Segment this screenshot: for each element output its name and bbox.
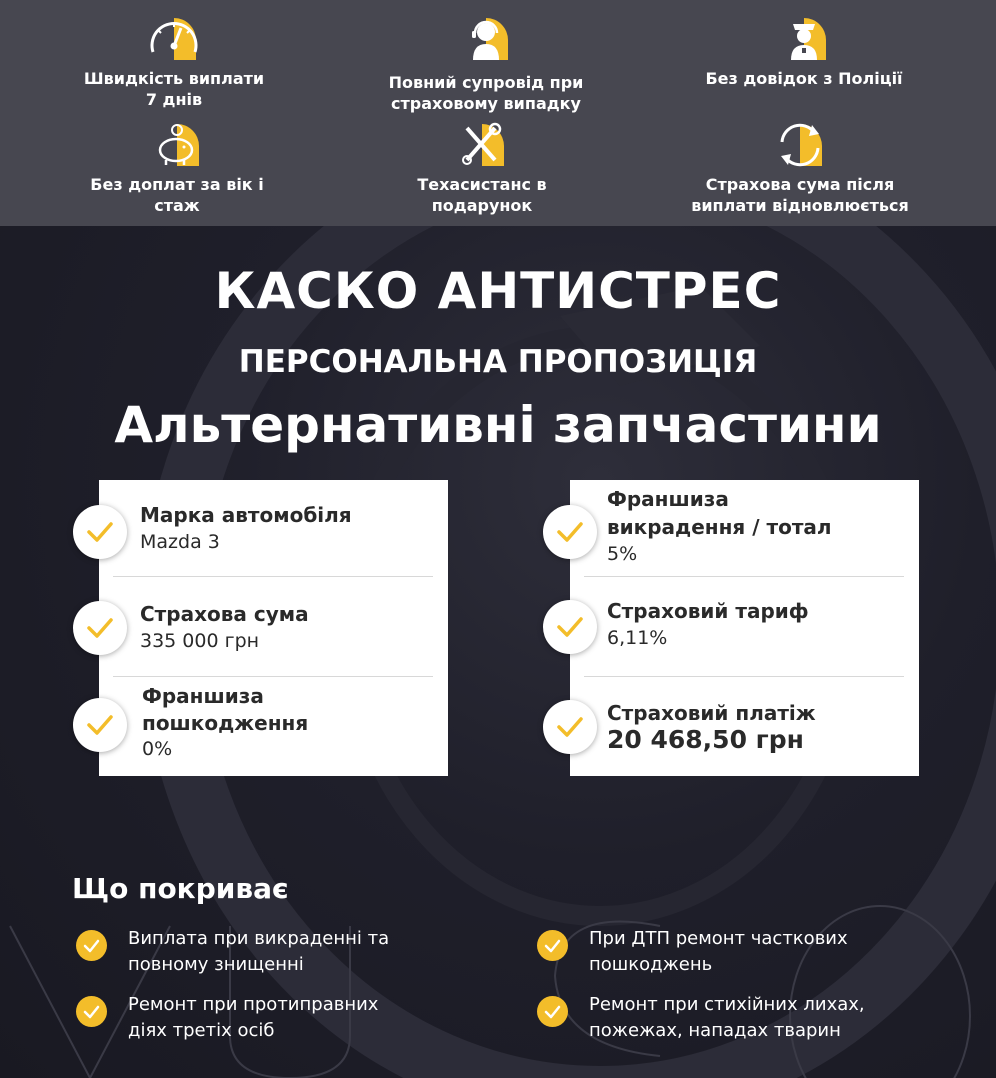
row-title: Страховий тариф <box>607 599 809 623</box>
check-icon <box>537 930 568 961</box>
row-title: пошкодження <box>142 711 309 735</box>
row-title: викрадення / тотал <box>607 515 832 539</box>
feature-label: подарунок <box>431 196 533 215</box>
row-car-brand <box>99 480 448 576</box>
police-officer-icon <box>771 14 837 62</box>
cover-text <box>128 926 476 978</box>
check-icon <box>543 600 597 654</box>
feature-label: Без довідок з Поліції <box>705 69 903 88</box>
row-value: 5% <box>607 543 638 565</box>
row-title: Страховий платіж <box>607 701 816 725</box>
cover-text <box>589 926 937 978</box>
feature-label: стаж <box>154 196 200 215</box>
check-icon <box>73 505 127 559</box>
feature-label: Техасистанс в <box>417 175 547 194</box>
offer-hero <box>0 226 996 1078</box>
feature-label: Страхова сума після <box>705 175 895 194</box>
row-insured-sum <box>99 577 448 676</box>
cover-item <box>537 992 937 1048</box>
speedometer-icon <box>141 14 207 62</box>
row-damage-deductible <box>99 677 448 776</box>
cover-text-line: діях третіх осіб <box>128 1020 275 1041</box>
row-value: 0% <box>142 738 173 760</box>
check-icon <box>537 996 568 1027</box>
row-insurance-payment <box>570 677 919 776</box>
check-icon <box>543 505 597 559</box>
cover-text-line: пошкоджень <box>589 954 713 975</box>
cover-text-line: повному знищенні <box>128 954 304 975</box>
feature-sum-restored <box>650 120 950 216</box>
row-value: 335 000 грн <box>140 630 260 652</box>
row-insurance-rate <box>570 577 919 676</box>
covers-heading: Що покриває <box>72 872 289 905</box>
offer-details-card-right <box>570 480 919 776</box>
check-icon <box>76 930 107 961</box>
feature-tech-assistance <box>332 120 632 216</box>
offer-title: КАСКО АНТИСТРЕС <box>214 262 782 320</box>
support-agent-icon <box>453 14 519 62</box>
refresh-icon <box>767 120 833 168</box>
payment-amount: 20 468,50 грн <box>607 725 804 754</box>
row-value: 6,11% <box>607 627 668 649</box>
cover-text-line: Ремонт при стихійних лихах, <box>589 994 865 1015</box>
offer-details-card-left <box>99 480 448 776</box>
row-value: Mazda 3 <box>140 531 220 553</box>
check-icon <box>543 700 597 754</box>
cover-text <box>589 992 937 1044</box>
cover-text-line: Виплата при викраденні та <box>128 928 390 949</box>
check-icon <box>73 601 127 655</box>
feature-no-age-surcharge <box>27 120 327 216</box>
feature-label: страховому випадку <box>391 94 581 113</box>
cover-text-line: пожежах, нападах тварин <box>589 1020 841 1041</box>
row-theft-deductible <box>570 480 919 576</box>
offer-tagline: Альтернативні запчастини <box>114 396 882 454</box>
cover-item <box>76 926 476 982</box>
feature-label: 7 днів <box>145 90 203 109</box>
cover-item <box>76 992 476 1048</box>
cover-text-line: Ремонт при протиправних <box>128 994 379 1015</box>
feature-label: Повний супровід при <box>388 73 584 92</box>
cover-item <box>537 926 937 982</box>
row-title: Страхова сума <box>140 602 309 626</box>
feature-label: Швидкість виплати <box>83 69 265 88</box>
row-title: Франшиза <box>142 684 264 708</box>
feature-label: Без доплат за вік і <box>90 175 264 194</box>
feature-payout-speed <box>24 14 324 110</box>
row-title: Марка автомобіля <box>140 503 352 527</box>
check-icon <box>76 996 107 1027</box>
offer-subtitle: ПЕРСОНАЛЬНА ПРОПОЗИЦІЯ <box>238 344 758 380</box>
feature-label: виплати відновлюється <box>691 196 909 215</box>
check-icon <box>73 698 127 752</box>
cover-text <box>128 992 476 1044</box>
cover-text-line: При ДТП ремонт часткових <box>589 928 848 949</box>
feature-no-police <box>654 14 954 89</box>
tools-icon <box>449 120 515 168</box>
piggy-bank-icon <box>144 120 210 168</box>
feature-full-support <box>336 14 636 114</box>
features-band <box>0 0 996 226</box>
row-title: Франшиза <box>607 487 729 511</box>
